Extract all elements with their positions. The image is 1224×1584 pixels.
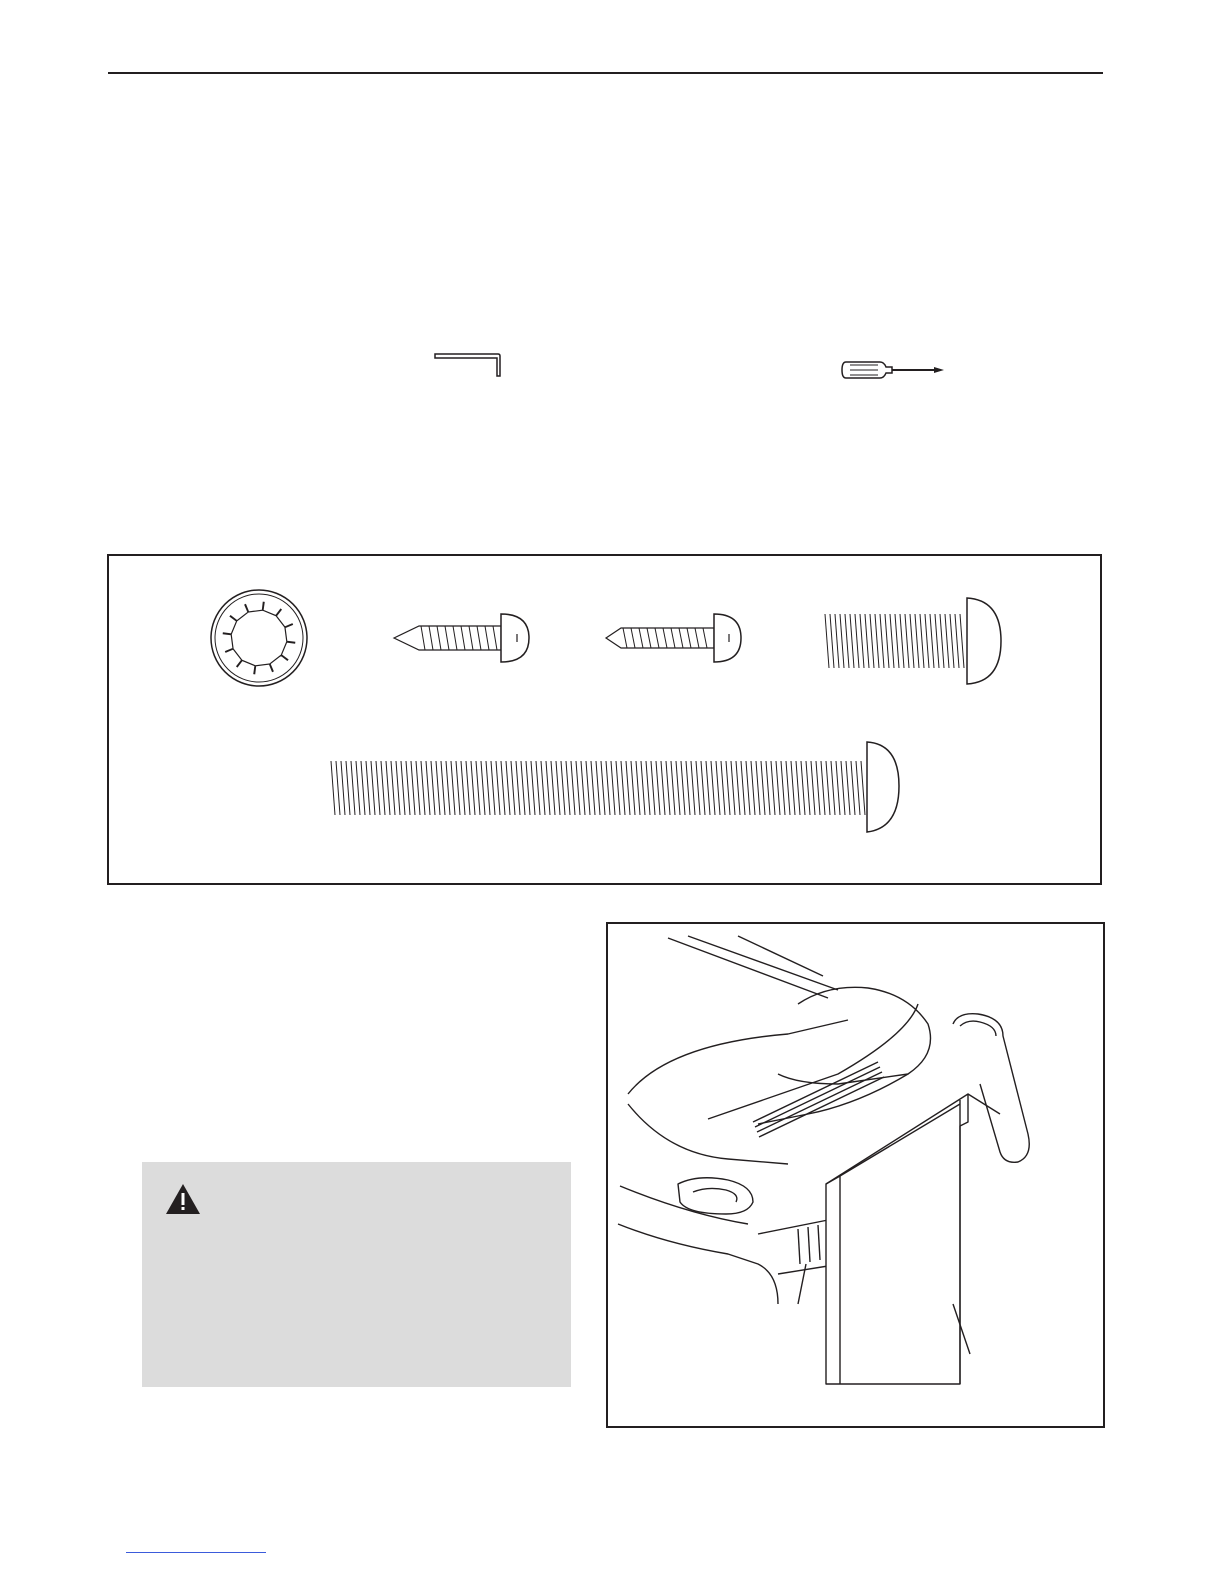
treadmill-base-with-cover-illustration — [608, 924, 1105, 1428]
hex-key-icon — [430, 350, 510, 380]
star-washer-icon — [211, 590, 307, 686]
hardware-panel — [107, 554, 1102, 885]
short-button-bolt-icon — [825, 598, 1001, 684]
sheet-metal-screw-icon — [394, 614, 529, 662]
footer-link-underline[interactable] — [126, 1552, 266, 1553]
phillips-screwdriver-icon — [840, 358, 950, 382]
warning-triangle-icon — [164, 1182, 202, 1216]
treadmill-figure — [606, 922, 1105, 1428]
warning-box — [142, 1162, 571, 1387]
self-tapping-screw-icon — [606, 614, 741, 662]
top-rule — [108, 72, 1103, 74]
long-button-bolt-icon — [331, 742, 899, 832]
